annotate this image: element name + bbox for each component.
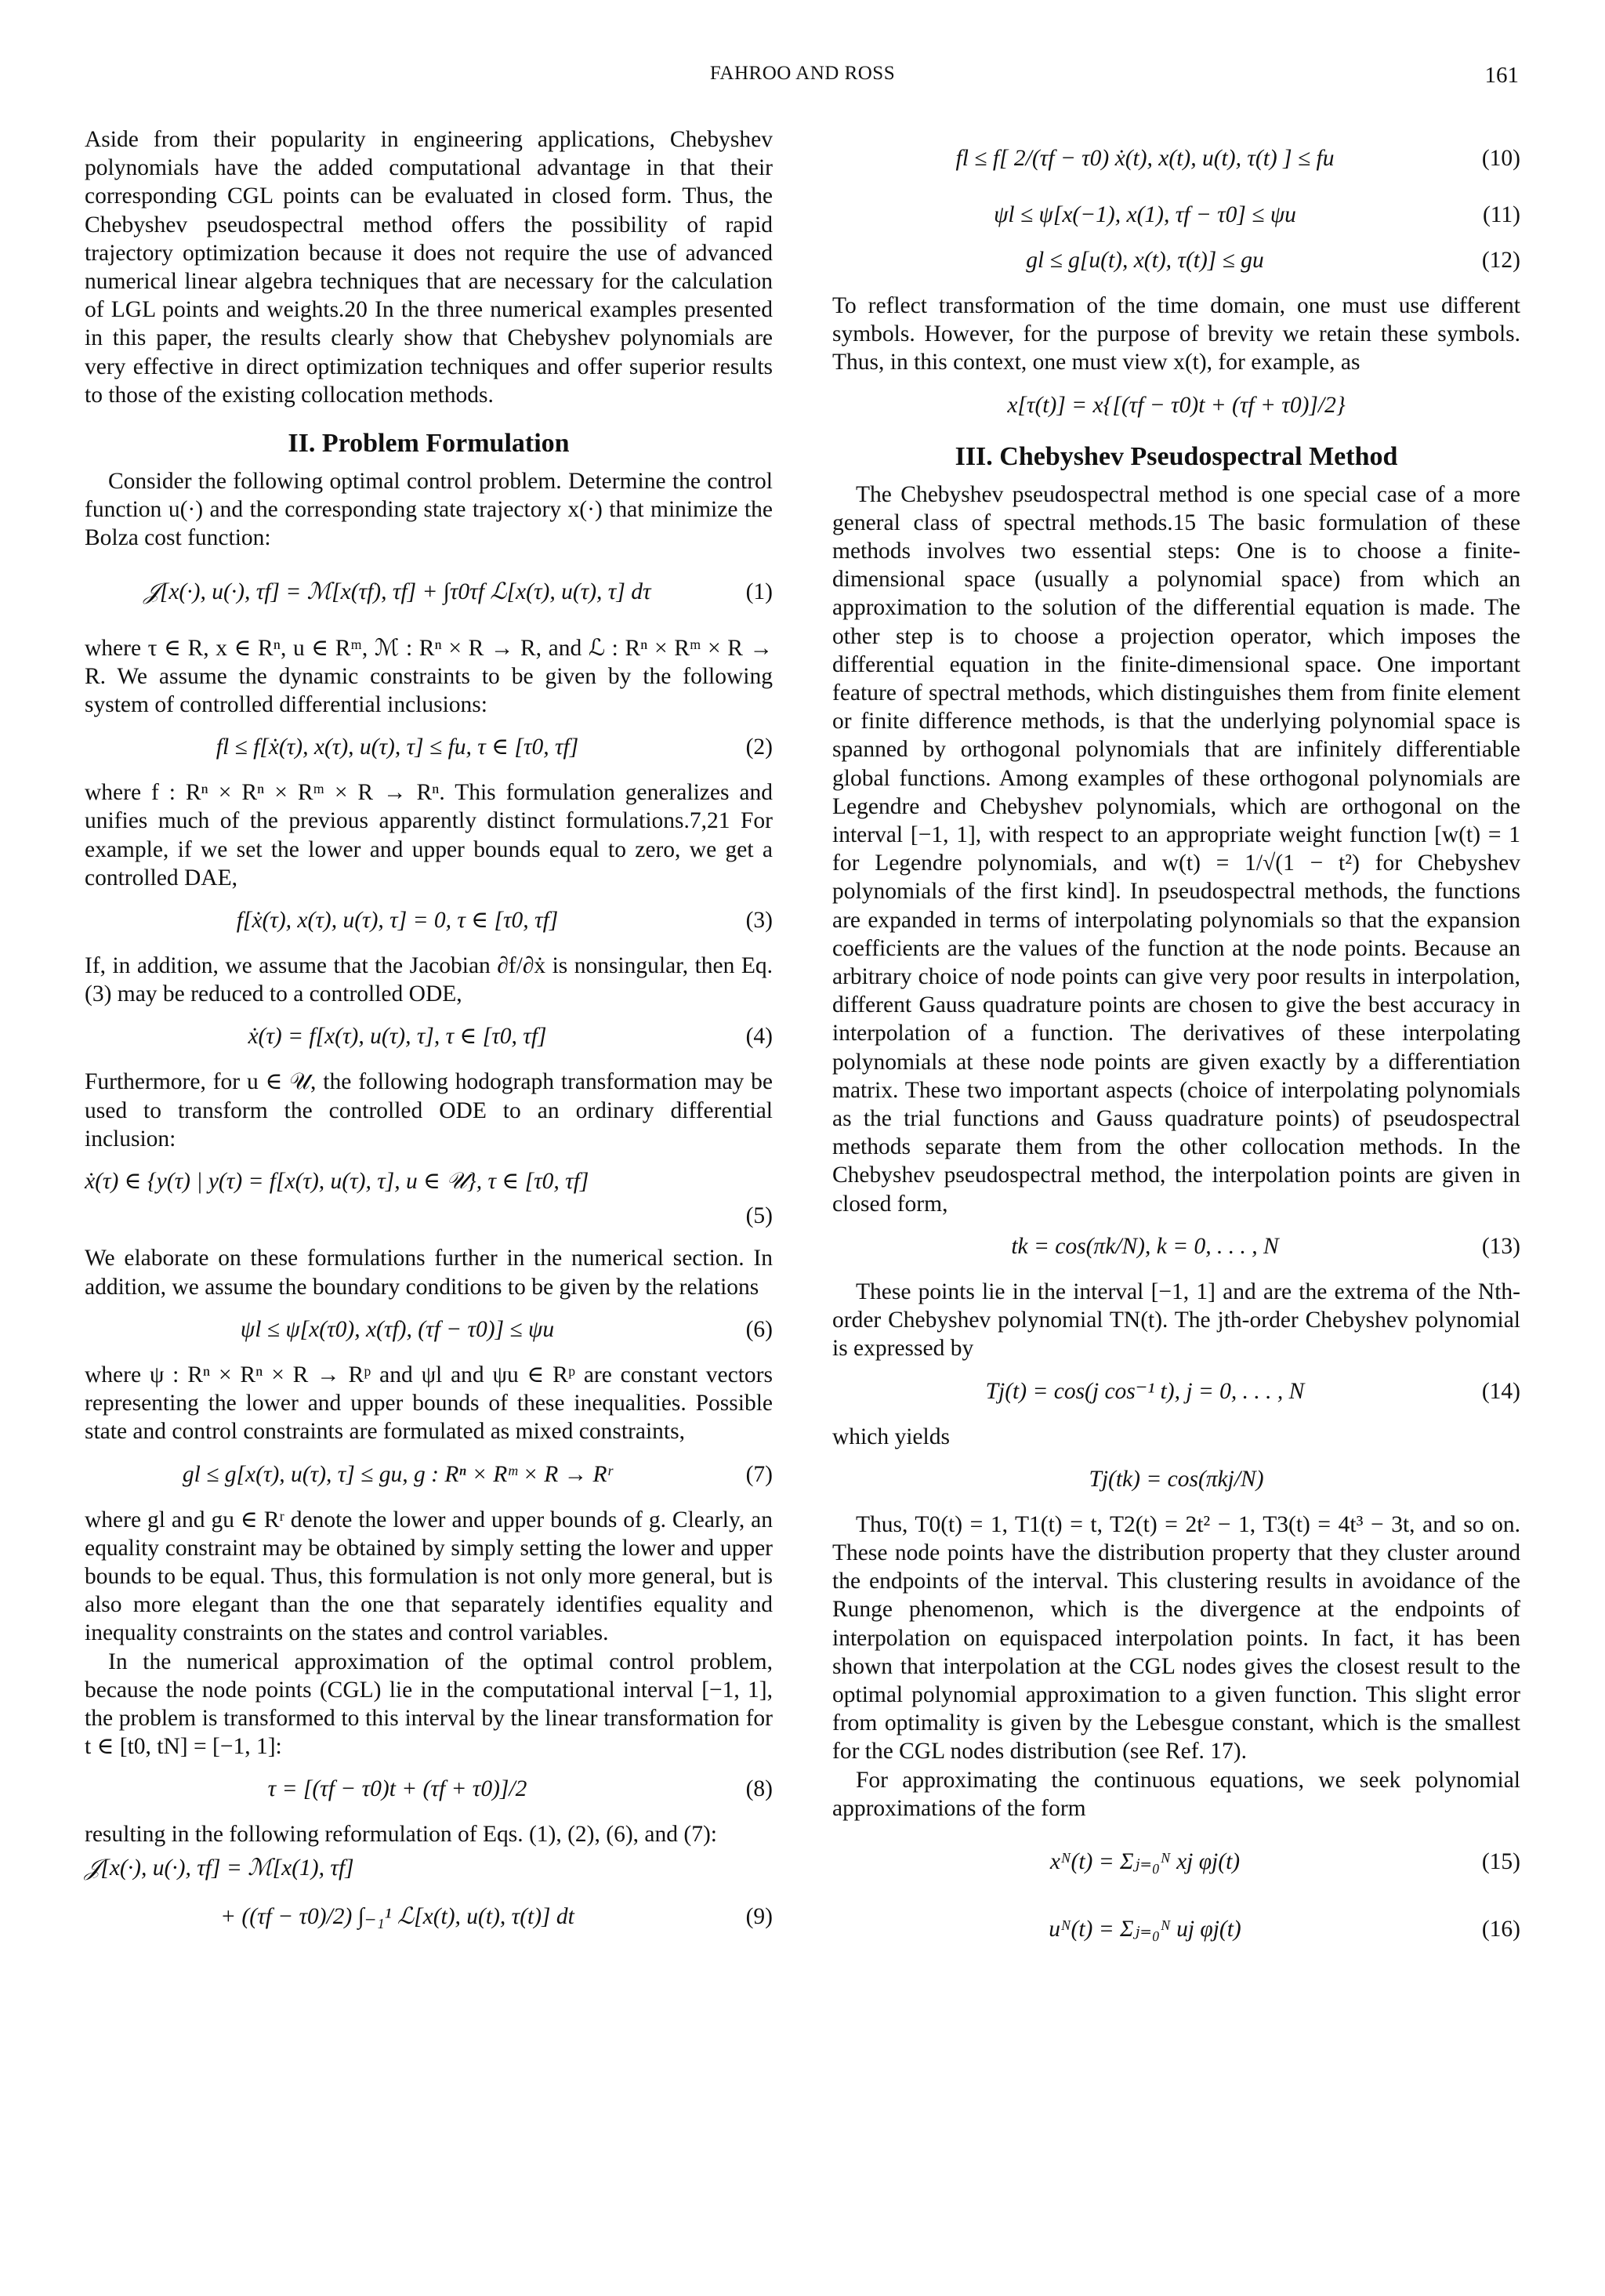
page-number: 161 — [1484, 63, 1519, 88]
equation: xᴺ(t) = Σⱼ₌₀ᴺ xj φj(t) (15) — [1049, 1848, 1520, 1874]
equation: uᴺ(t) = Σⱼ₌₀ᴺ uj φj(t) (16) — [1049, 1916, 1520, 1942]
section-heading: III. Chebyshev Pseudospectral Method — [955, 441, 1398, 471]
equation: ẋ(τ) ∈ {y(τ) | y(τ) = f[x(τ), u(τ), τ], u ∈ 𝒰}, τ ∈ [τ0, τf] (5) — [85, 1169, 773, 1229]
equation: fl ≤ f[ẋ(τ), x(τ), u(τ), τ] ≤ fu, τ ∈ [τ0, τf] (2) — [216, 735, 773, 760]
equation: Tj(tk) = cos(πkj/N) — [1089, 1466, 1264, 1492]
equation: τ = [(τf − τ0)t + (τf + τ0)]/2 (8) — [267, 1776, 773, 1802]
paragraph: where gl and gu ∈ Rʳ denote the lower and upper bounds of g. Clearly, an equality constraint may be obtained by simply setting the lower and upper bounds to be equal. Thus, this formulation is not only more general, but is also more elegant than the one that separately identifies equality and inequality constraints on the states and control variables. — [85, 1507, 773, 1646]
paragraph: The Chebyshev pseudospectral method is one special case of a more general class of spectral methods.15 The basic formulation of these methods involves two essential steps: One is to choose a finite-dimensional space (usually a polynomial space) from which an approximation to the solution of the differential equation is made. The other step is to choose a projection operator, which imposes the differential equation in the finite-dimensional space. One important feature of spectral methods, which distinguishes them from finite element or finite difference methods, is that the underlying polynomial space is spanned by orthogonal polynomials that are infinitely differentiable global functions. Among examples of these orthogonal polynomials are Legendre and Chebyshev polynomials, which are orthogonal on the interval [−1, 1], with respect to an appropriate weight function [w(t) = 1 for Legendre polynomials, and w(t) = 1/√(1 − t²) for Chebyshev polynomials of the first kind]. In pseudospectral methods, the functions are expanded in terms of interpolating polynomials so that the expansion coefficients are the values of the function at the node points. Because an arbitrary choice of node points can give very poor results in interpolation, different Gauss quadrature points are chosen to give the best accuracy in interpolation of a function. The derivatives of these interpolating polynomials at these node points are given exactly by a differentiation matrix. These two important aspects (choice of interpolating polynomials as the trial functions and Gauss quadrature points) of pseudospectral methods separate them from the other collocation methods. In the Chebyshev pseudospectral method, the interpolation points are given in closed form, — [832, 481, 1520, 1217]
equation: + ((τf − τ0)/2) ∫₋₁¹ ℒ[x(t), u(t), τ(t)] dt (9) — [220, 1903, 773, 1929]
right-column — [832, 125, 1520, 1971]
paragraph: where ψ : Rⁿ × Rⁿ × R → Rᵖ and ψl and ψu ∈ Rᵖ are constant vectors representing the lower and upper bounds of these inequalities. Possible state and control constraints are formulated as mixed constraints, — [85, 1362, 773, 1445]
paragraph: If, in addition, we assume that the Jacobian ∂f/∂ẋ is nonsingular, then Eq. (3) may be reduced to a controlled ODE, — [85, 953, 773, 1007]
paragraph: Furthermore, for u ∈ 𝒰, the following hodograph transformation may be used to transform the controlled ODE to an ordinary differential inclusion: — [85, 1069, 773, 1152]
equation: ẋ(τ) = f[x(τ), u(τ), τ], τ ∈ [τ0, τf] (4) — [248, 1024, 773, 1050]
paragraph: To reflect transformation of the time domain, one must use different symbols. However, for the purpose of brevity we retain these symbols. Thus, in this context, one must view x(t), for example, as — [832, 293, 1520, 375]
paragraph: We elaborate on these formulations further in the numerical section. In addition, we assume the boundary conditions to be given by the relations — [85, 1246, 773, 1300]
equation: 𝒥[x(·), u(·), τf] = ℳ[x(1), τf] — [85, 1855, 354, 1881]
paragraph: Thus, T0(t) = 1, T1(t) = t, T2(t) = 2t² − 1, T3(t) = 4t³ − 3t, and so on. These node points have the distribution property that they cluster around the endpoints of the interval. This clustering results in avoidance of the Runge phenomenon, which is the divergence at the endpoints of interpolation on equispaced interpolation points. In fact, it has been shown that interpolation at the CGL nodes gives the closest result to the optimal polynomial approximation to a given function. This slight error from optimality is given by the Lebesgue constant, which is the smallest for the CGL nodes distribution (see Ref. 17). — [832, 1511, 1520, 1765]
paragraph: which yields — [832, 1424, 950, 1449]
equation: f[ẋ(τ), x(τ), u(τ), τ] = 0, τ ∈ [τ0, τf] (3) — [236, 908, 773, 934]
section-heading: II. Problem Formulation — [288, 429, 570, 459]
equation: 𝒥[x(·), u(·), τf] = ℳ[x(τf), τf] + ∫τ0τf ℒ[x(τ), u(τ), τ] dτ (1) — [143, 579, 773, 604]
paragraph: These points lie in the interval [−1, 1] and are the extrema of the Nth-order Chebyshev polynomial TN(t). The jth-order Chebyshev polynomial is expressed by — [832, 1279, 1520, 1362]
equation: Tj(t) = cos(j cos⁻¹ t), j = 0, . . . , N (14) — [985, 1378, 1520, 1404]
paragraph: where τ ∈ R, x ∈ Rⁿ, u ∈ Rᵐ, ℳ : Rⁿ × R → R, and ℒ : Rⁿ × Rᵐ × R → R. We assume the dynamic constraints to be given by the following system of controlled differential inclusions: — [85, 635, 773, 718]
paragraph: For approximating the continuous equations, we seek polynomial approximations of the form — [832, 1767, 1520, 1821]
equation: fl ≤ f[ 2/(τf − τ0) ẋ(t), x(t), u(t), τ(t) ] ≤ fu (10) — [955, 146, 1520, 171]
equation: gl ≤ g[u(t), x(t), τ(t)] ≤ gu (12) — [1026, 248, 1520, 273]
paragraph: Aside from their popularity in engineering applications, Chebyshev polynomials have the added computational advantage in that their corresponding CGL points can be evaluated in closed form. Thus, the Chebyshev pseudospectral method offers the possibility of rapid trajectory optimization because it does not require the use of advanced numerical linear algebra techniques that are necessary for the calculation of LGL points and weights.20 In the three numerical examples presented in this paper, the results clearly show that Chebyshev polynomials are very effective in direct optimization techniques and offer superior results to those of the existing collocation methods. — [85, 127, 773, 408]
paragraph: In the numerical approximation of the optimal control problem, because the node points (CGL) lie in the computational interval [−1, 1], the problem is transformed to this interval by the linear transformation for t ∈ [t0, tN] = [−1, 1]: — [85, 1649, 773, 1760]
paragraph: Consider the following optimal control problem. Determine the control function u(·) and the corresponding state trajectory x(·) that minimize the Bolza cost function: — [85, 469, 773, 551]
equation: gl ≤ g[x(τ), u(τ), τ] ≤ gu, g : Rⁿ × Rᵐ × R → Rʳ (7) — [182, 1461, 773, 1487]
paragraph: where f : Rⁿ × Rⁿ × Rᵐ × R → Rⁿ. This formulation generalizes and unifies much of the previous apparently distinct formulations.7,21 For example, if we set the lower and upper bounds equal to zero, we get a controlled DAE, — [85, 780, 773, 890]
page-header — [0, 63, 1605, 94]
left-column — [85, 125, 773, 1959]
paragraph: resulting in the following reformulation of Eqs. (1), (2), (6), and (7): — [85, 1822, 717, 1848]
equation: x[τ(t)] = x{[(τf − τ0)t + (τf + τ0)]/2} — [1007, 392, 1346, 418]
equation: tk = cos(πk/N), k = 0, . . . , N (13) — [1011, 1233, 1520, 1259]
running-title: FAHROO AND ROSS — [709, 63, 896, 84]
equation: ψl ≤ ψ[x(−1), x(1), τf − τ0] ≤ ψu (11) — [994, 202, 1520, 227]
equation: ψl ≤ ψ[x(τ0), x(τf), (τf − τ0)] ≤ ψu (6) — [240, 1316, 773, 1342]
